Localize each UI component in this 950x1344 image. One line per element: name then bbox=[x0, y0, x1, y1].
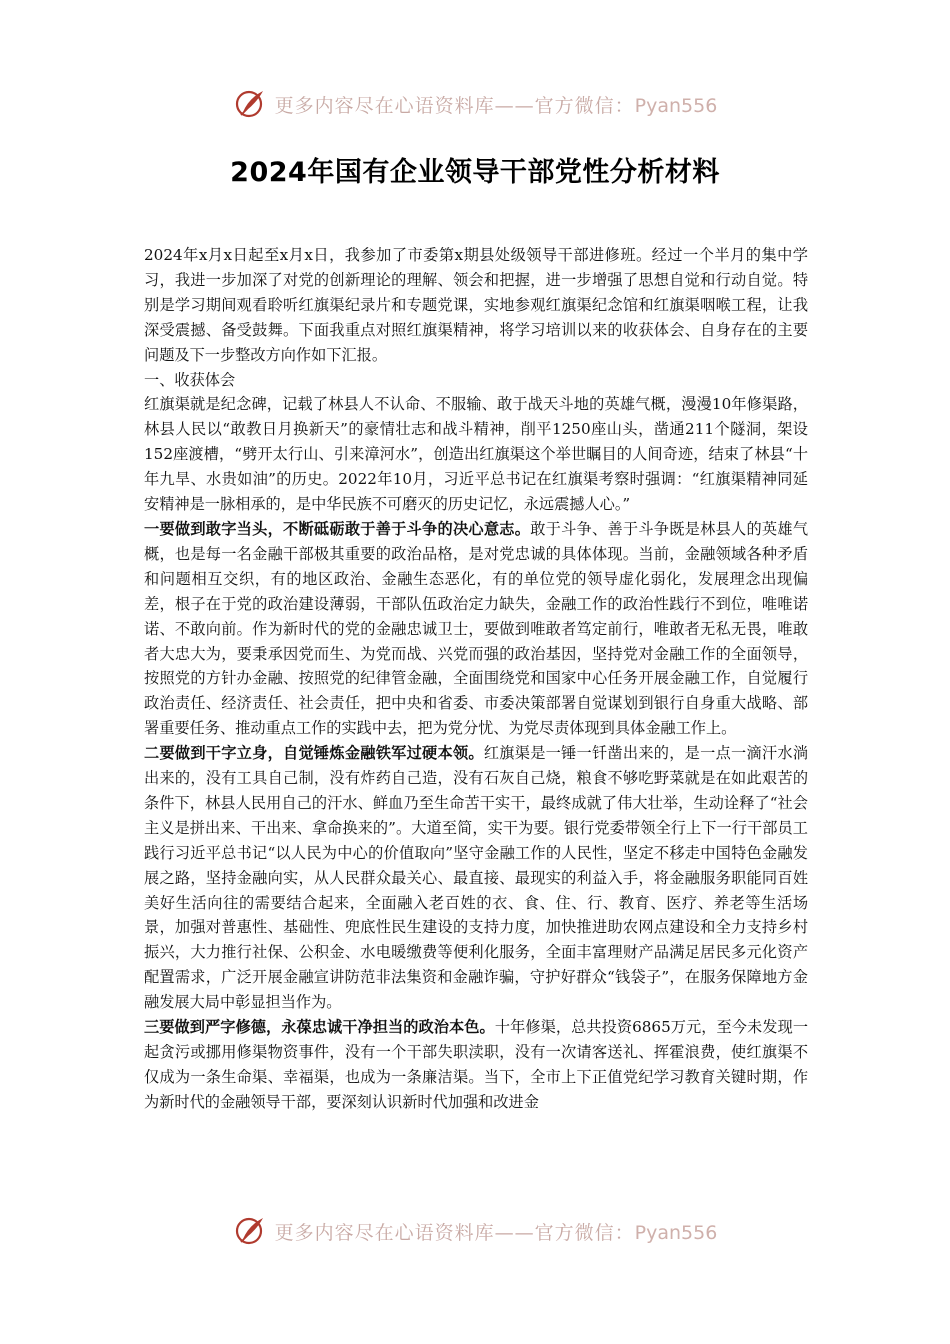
quill-logo-icon bbox=[233, 86, 269, 122]
watermark-footer bbox=[0, 1211, 950, 1251]
quill-logo-icon bbox=[233, 1213, 269, 1249]
point-3-heading: 三要做到严字修德，永葆忠诚干净担当的政治本色。 bbox=[144, 1018, 495, 1037]
watermark-text: 更多内容尽在心语资料库——官方微信：Pyan556 bbox=[274, 94, 718, 117]
watermark-text: 更多内容尽在心语资料库——官方微信：Pyan556 bbox=[274, 1221, 718, 1244]
section-heading: 一、收获体会 bbox=[144, 370, 236, 389]
point-3 bbox=[144, 1015, 808, 1115]
point-1-text: 敢于斗争、善于斗争既是林县人的英雄气概，也是每一名金融干部极其重要的政治品格，是对党忠诚的具体体现。当前，金融领域各种矛盾和问题相互交织，有的地区政治、金融生态恶化，有的单位党的领导虚化弱化，发展理念出现偏差，根子在于党的政治建设薄弱，干部队伍政治定力缺失，金融工作的政治性践行不到位，唯唯诺诺、不敢向前。作为新时代的党的金融忠诚卫士，要做到唯敢者笃定前行，唯敢者无私无畏，唯敢者大忠大为，要秉承因党而生、为党而战、兴党而强的政治基因，坚持党对金融工作的全面领导，按照党的方针办金融、按照党的纪律管金融，全面围绕党和国家中心任务开展金融工作，自觉履行政治责任、经济责任、社会责任，把中央和省委、市委决策部署自觉谋划到银行自身重大战略、部署重要任务、推动重点工作的实践中去，把为党分忧、为党尽责体现到具体金融工作上。 bbox=[144, 519, 809, 738]
point-2-heading: 二要做到干字立身，自觉锤炼金融铁军过硬本领。 bbox=[144, 744, 484, 763]
point-3-text: 十年修渠，总共投资6865万元，至今未发现一起贪污或挪用修渠物资事件，没有一个干部失职渎职，没有一次请客送礼、挥霍浪费，使红旗渠不仅成为一条生命渠、幸福渠，也成为一条廉洁渠。当下，全市上下正值党纪学习教育关键时期，作为新时代的金融领导干部，要深刻认识新时代加强和改进金 bbox=[144, 1018, 809, 1111]
document-body bbox=[144, 243, 808, 1115]
point-1 bbox=[144, 517, 808, 741]
watermark-header bbox=[0, 84, 950, 124]
point-2 bbox=[144, 741, 808, 1015]
point-2-text: 红旗渠是一锤一钎凿出来的，是一点一滴汗水淌出来的，没有工具自己制，没有炸药自己造，没有石灰自己烧，粮食不够吃野菜就是在如此艰苦的条件下，林县人民用自己的汗水、鲜血乃至生命苦干实干，最终成就了伟大壮举，生动诠释了“社会主义是拼出来、干出来、拿命换来的”。大道至简，实干为要。银行党委带领全行上下一行干部员工践行习近平总书记“以人民为中心的价值取向”坚守金融工作的人民性，坚定不移走中国特色金融发展之路，坚持金融向实，从人民群众最关心、最直接、最现实的利益入手，将金融服务职能同百姓美好生活向往的需要结合起来，全面融入老百姓的衣、食、住、行、教育、医疗、养老等生活场景，加强对普惠性、基础性、兜底性民生建设的支持力度，加快推进助农网点建设和全力支持乡村振兴，大力推行社保、公积金、水电暖缴费等便利化服务，全面丰富理财产品满足居民多元化资产配置需求，广泛开展金融宣讲防范非法集资和金融诈骗，守护好群众“钱袋子”，在服务保障地方金融发展大局中彰显担当作为。 bbox=[144, 744, 809, 1012]
point-1-heading: 一要做到敢字当头，不断砥砺敢于善于斗争的决心意志。 bbox=[144, 519, 531, 538]
document-title: 2024年国有企业领导干部党性分析材料 bbox=[230, 157, 720, 188]
intro-paragraph: 2024年x月x日起至x月x日，我参加了市委第x期县处级领导干部进修班。经过一个半月的集中学习，我进一步加深了对党的创新理论的理解、领会和把握，进一步增强了思想自觉和行动自觉。特别是学习期间观看聆听红旗渠纪录片和专题党课，实地参观红旗渠纪念馆和红旗渠咽喉工程，让我深受震撼、备受鼓舞。下面我重点对照红旗渠精神，将学习培训以来的收获体会、自身存在的主要问题及下一步整改方向作如下汇报。 bbox=[144, 246, 808, 364]
watermark-id: Pyan556 bbox=[634, 1221, 718, 1244]
paragraph-hongqiqu: 红旗渠就是纪念碑，记载了林县人不认命、不服输、敢于战天斗地的英雄气概，漫漫10年修渠路，林县人民以“敢教日月换新天”的豪情壮志和战斗精神，削平1250座山头，凿通211个隧洞，架设152座渡槽，“劈开太行山、引来漳河水”，创造出红旗渠这个举世瞩目的人间奇迹，结束了林县“十年九旱、水贵如油”的历史。2022年10月，习近平总书记在红旗渠考察时强调：“红旗渠精神同延安精神是一脉相承的，是中华民族不可磨灭的历史记忆，永远震撼人心。” bbox=[144, 395, 808, 514]
watermark-id: Pyan556 bbox=[634, 94, 718, 117]
